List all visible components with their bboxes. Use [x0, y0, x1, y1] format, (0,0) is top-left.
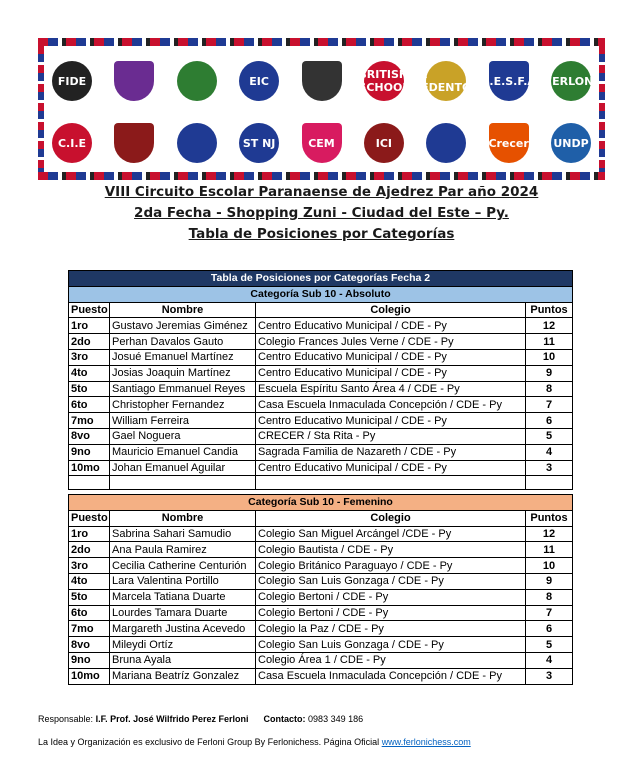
table-row: [69, 397, 573, 413]
school-cell: CRECER / Sta Rita - Py: [256, 428, 526, 444]
spacer-row: [69, 476, 573, 490]
cesfa-icon-mark: C.E.S.F.A: [489, 61, 529, 101]
crecer-icon: [485, 116, 533, 170]
school-cell: Centro Educativo Municipal / CDE - Py: [256, 413, 526, 429]
school-cell: Colegio San Miguel Arcángel /CDE - Py: [256, 526, 526, 542]
cem-icon: [298, 116, 346, 170]
school-cell: Colegio Bertoni / CDE - Py: [256, 605, 526, 621]
position-cell: 9no: [69, 444, 110, 460]
school-cell: Sagrada Familia de Nazareth / CDE - Py: [256, 444, 526, 460]
colegio-crecer-icon-mark: [177, 123, 217, 163]
undp-icon-mark: UNDP: [551, 123, 591, 163]
points-cell: 10: [526, 558, 573, 574]
name-cell: Gael Noguera: [110, 428, 256, 444]
name-cell: Perhan Davalos Gauto: [110, 334, 256, 350]
name-cell: Cecilia Catherine Centurión: [110, 558, 256, 574]
points-cell: 9: [526, 573, 573, 589]
crest-icon: [110, 54, 158, 108]
position-cell: 2do: [69, 542, 110, 558]
table-row: [69, 460, 573, 476]
school-cell: Casa Escuela Inmaculada Concepción / CDE - Py: [256, 668, 526, 684]
table-row: [69, 318, 573, 334]
school-cell: Centro Educativo Municipal / CDE - Py: [256, 460, 526, 476]
name-cell: Margareth Justina Acevedo: [110, 621, 256, 637]
col-puntos: Puntos: [526, 510, 573, 526]
british-school-icon-mark: BRITISH SCHOOL: [364, 61, 404, 101]
school-cell: Centro Educativo Municipal / CDE - Py: [256, 349, 526, 365]
ici-icon: [360, 116, 408, 170]
event-subtitle: 2da Fecha - Shopping Zuni - Ciudad del Este – Py.: [134, 205, 509, 221]
credit-text: La Idea y Organización es exclusivo de Ferloni Group By Ferlonichess. Página Oficial: [38, 737, 380, 747]
table-row: [69, 605, 573, 621]
table-row: [69, 637, 573, 653]
el-redentor-icon-mark: EL REDENTOR: [426, 61, 466, 101]
name-cell: Santiago Emmanuel Reyes: [110, 381, 256, 397]
website-link[interactable]: www.ferlonichess.com: [381, 737, 471, 747]
position-cell: 5to: [69, 381, 110, 397]
responsable-value: I.F. Prof. José Wilfrido Perez Ferloni: [95, 714, 249, 724]
chess-club-icon: [298, 54, 346, 108]
category-header-femenino: Categoría Sub 10 - Femenino: [69, 495, 573, 511]
column-headers: [69, 302, 573, 318]
name-cell: Josué Emanuel Martínez: [110, 349, 256, 365]
col-nombre: Nombre: [110, 510, 256, 526]
table-row: [69, 589, 573, 605]
col-puntos: Puntos: [526, 302, 573, 318]
undp-icon: [547, 116, 595, 170]
ferloni-icon-mark: FERLONI: [551, 61, 591, 101]
table-row: [69, 526, 573, 542]
name-cell: Josias Joaquin Martínez: [110, 365, 256, 381]
table-row: [69, 334, 573, 350]
school-cell: Colegio Frances Jules Verne / CDE - Py: [256, 334, 526, 350]
santa-cecilia-icon: [110, 116, 158, 170]
position-cell: 3ro: [69, 558, 110, 574]
col-puesto: Puesto: [69, 510, 110, 526]
table-row: [69, 349, 573, 365]
name-cell: Christopher Fernandez: [110, 397, 256, 413]
school-cell: Colegio San Luis Gonzaga / CDE - Py: [256, 573, 526, 589]
cie-icon: [48, 116, 96, 170]
column-headers: [69, 510, 573, 526]
points-cell: 8: [526, 589, 573, 605]
santa-rosa-icon-mark: [426, 123, 466, 163]
ici-icon-mark: ICI: [364, 123, 404, 163]
school-cell: Colegio la Paz / CDE - Py: [256, 621, 526, 637]
british-school-icon: [360, 54, 408, 108]
name-cell: Lourdes Tamara Duarte: [110, 605, 256, 621]
table-row: [69, 413, 573, 429]
points-cell: 6: [526, 413, 573, 429]
table-row: [69, 381, 573, 397]
table-main-header: Tabla de Posiciones por Categorías Fecha 2: [69, 271, 573, 287]
points-cell: 11: [526, 542, 573, 558]
table-row: [69, 668, 573, 684]
points-cell: 7: [526, 397, 573, 413]
logo-banner: [38, 38, 605, 180]
ferloni-icon: [544, 54, 598, 108]
school-cell: Colegio Bautista / CDE - Py: [256, 542, 526, 558]
points-cell: 3: [526, 668, 573, 684]
position-cell: 8vo: [69, 428, 110, 444]
name-cell: Mileydi Ortíz: [110, 637, 256, 653]
event-title: VIII Circuito Escolar Paranaense de Ajedrez Par año 2024: [104, 184, 539, 200]
cross-shield-icon: [173, 54, 221, 108]
stnj-icon-mark: ST NJ: [239, 123, 279, 163]
banner-left-stripe: [38, 46, 44, 172]
points-cell: 7: [526, 605, 573, 621]
name-cell: Mariana Beatríz Gonzalez: [110, 668, 256, 684]
contacto-label: Contacto:: [263, 714, 306, 724]
logo-row-1: [48, 50, 598, 112]
position-cell: 10mo: [69, 668, 110, 684]
table-row: [69, 652, 573, 668]
position-cell: 5to: [69, 589, 110, 605]
name-cell: William Ferreira: [110, 413, 256, 429]
name-cell: Ana Paula Ramirez: [110, 542, 256, 558]
chess-knight-icon-mark: FIDE: [52, 61, 92, 101]
position-cell: 10mo: [69, 460, 110, 476]
position-cell: 4to: [69, 365, 110, 381]
cesfa-icon: [481, 54, 536, 108]
standings-table-femenino: [68, 494, 572, 685]
points-cell: 4: [526, 444, 573, 460]
points-cell: 10: [526, 349, 573, 365]
santa-cecilia-icon-mark: [114, 123, 154, 163]
name-cell: Gustavo Jeremias Giménez: [110, 318, 256, 334]
points-cell: 12: [526, 318, 573, 334]
school-cell: Escuela Espíritu Santo Área 4 / CDE - Py: [256, 381, 526, 397]
cie-icon-mark: C.I.E: [52, 123, 92, 163]
title-block: [0, 182, 643, 245]
table-row: [69, 428, 573, 444]
name-cell: Marcela Tatiana Duarte: [110, 589, 256, 605]
points-cell: 5: [526, 637, 573, 653]
standings-title: Tabla de Posiciones por Categorías: [188, 226, 455, 242]
table-row: [69, 621, 573, 637]
responsable-line: [38, 714, 363, 724]
points-cell: 4: [526, 652, 573, 668]
position-cell: 9no: [69, 652, 110, 668]
col-puesto: Puesto: [69, 302, 110, 318]
standings-table-absoluto: [68, 270, 572, 490]
stnj-icon: [235, 116, 283, 170]
col-colegio: Colegio: [256, 302, 526, 318]
col-nombre: Nombre: [110, 302, 256, 318]
name-cell: Johan Emanuel Aguilar: [110, 460, 256, 476]
points-cell: 5: [526, 428, 573, 444]
cem-icon-mark: CEM: [302, 123, 342, 163]
contacto-value: 0983 349 186: [308, 714, 364, 724]
eic-icon: [235, 54, 283, 108]
points-cell: 12: [526, 526, 573, 542]
crest-icon-mark: [114, 61, 154, 101]
position-cell: 6to: [69, 605, 110, 621]
table-row: [69, 444, 573, 460]
banner-top-stripe: [38, 38, 605, 46]
school-cell: Colegio Británico Paraguayo / CDE - Py: [256, 558, 526, 574]
school-cell: Centro Educativo Municipal / CDE - Py: [256, 318, 526, 334]
banner-right-stripe: [599, 46, 605, 172]
points-cell: 3: [526, 460, 573, 476]
school-cell: Colegio San Luis Gonzaga / CDE - Py: [256, 637, 526, 653]
logo-row-2: [48, 112, 595, 174]
position-cell: 1ro: [69, 318, 110, 334]
col-colegio: Colegio: [256, 510, 526, 526]
santa-rosa-icon: [422, 116, 470, 170]
el-redentor-icon: [412, 54, 480, 108]
school-cell: Colegio Bertoni / CDE - Py: [256, 589, 526, 605]
chess-club-icon-mark: [302, 61, 342, 101]
colegio-crecer-icon: [173, 116, 221, 170]
position-cell: 2do: [69, 334, 110, 350]
name-cell: Mauricio Emanuel Candia: [110, 444, 256, 460]
table-row: [69, 542, 573, 558]
points-cell: 6: [526, 621, 573, 637]
chess-knight-icon: [48, 54, 96, 108]
table-row: [69, 365, 573, 381]
position-cell: 7mo: [69, 621, 110, 637]
position-cell: 4to: [69, 573, 110, 589]
category-header-absoluto: Categoría Sub 10 - Absoluto: [69, 286, 573, 302]
name-cell: Lara Valentina Portillo: [110, 573, 256, 589]
responsable-label: Responsable:: [38, 714, 94, 724]
position-cell: 1ro: [69, 526, 110, 542]
position-cell: 3ro: [69, 349, 110, 365]
credit-line: [38, 737, 471, 747]
table-row: [69, 558, 573, 574]
name-cell: Bruna Ayala: [110, 652, 256, 668]
table-row: [69, 573, 573, 589]
position-cell: 8vo: [69, 637, 110, 653]
position-cell: 6to: [69, 397, 110, 413]
name-cell: Sabrina Sahari Samudio: [110, 526, 256, 542]
points-cell: 9: [526, 365, 573, 381]
school-cell: Centro Educativo Municipal / CDE - Py: [256, 365, 526, 381]
school-cell: Colegio Área 1 / CDE - Py: [256, 652, 526, 668]
position-cell: 7mo: [69, 413, 110, 429]
crecer-icon-mark: Crecer: [489, 123, 529, 163]
school-cell: Casa Escuela Inmaculada Concepción / CDE - Py: [256, 397, 526, 413]
points-cell: 8: [526, 381, 573, 397]
points-cell: 11: [526, 334, 573, 350]
cross-shield-icon-mark: [177, 61, 217, 101]
eic-icon-mark: EIC: [239, 61, 279, 101]
